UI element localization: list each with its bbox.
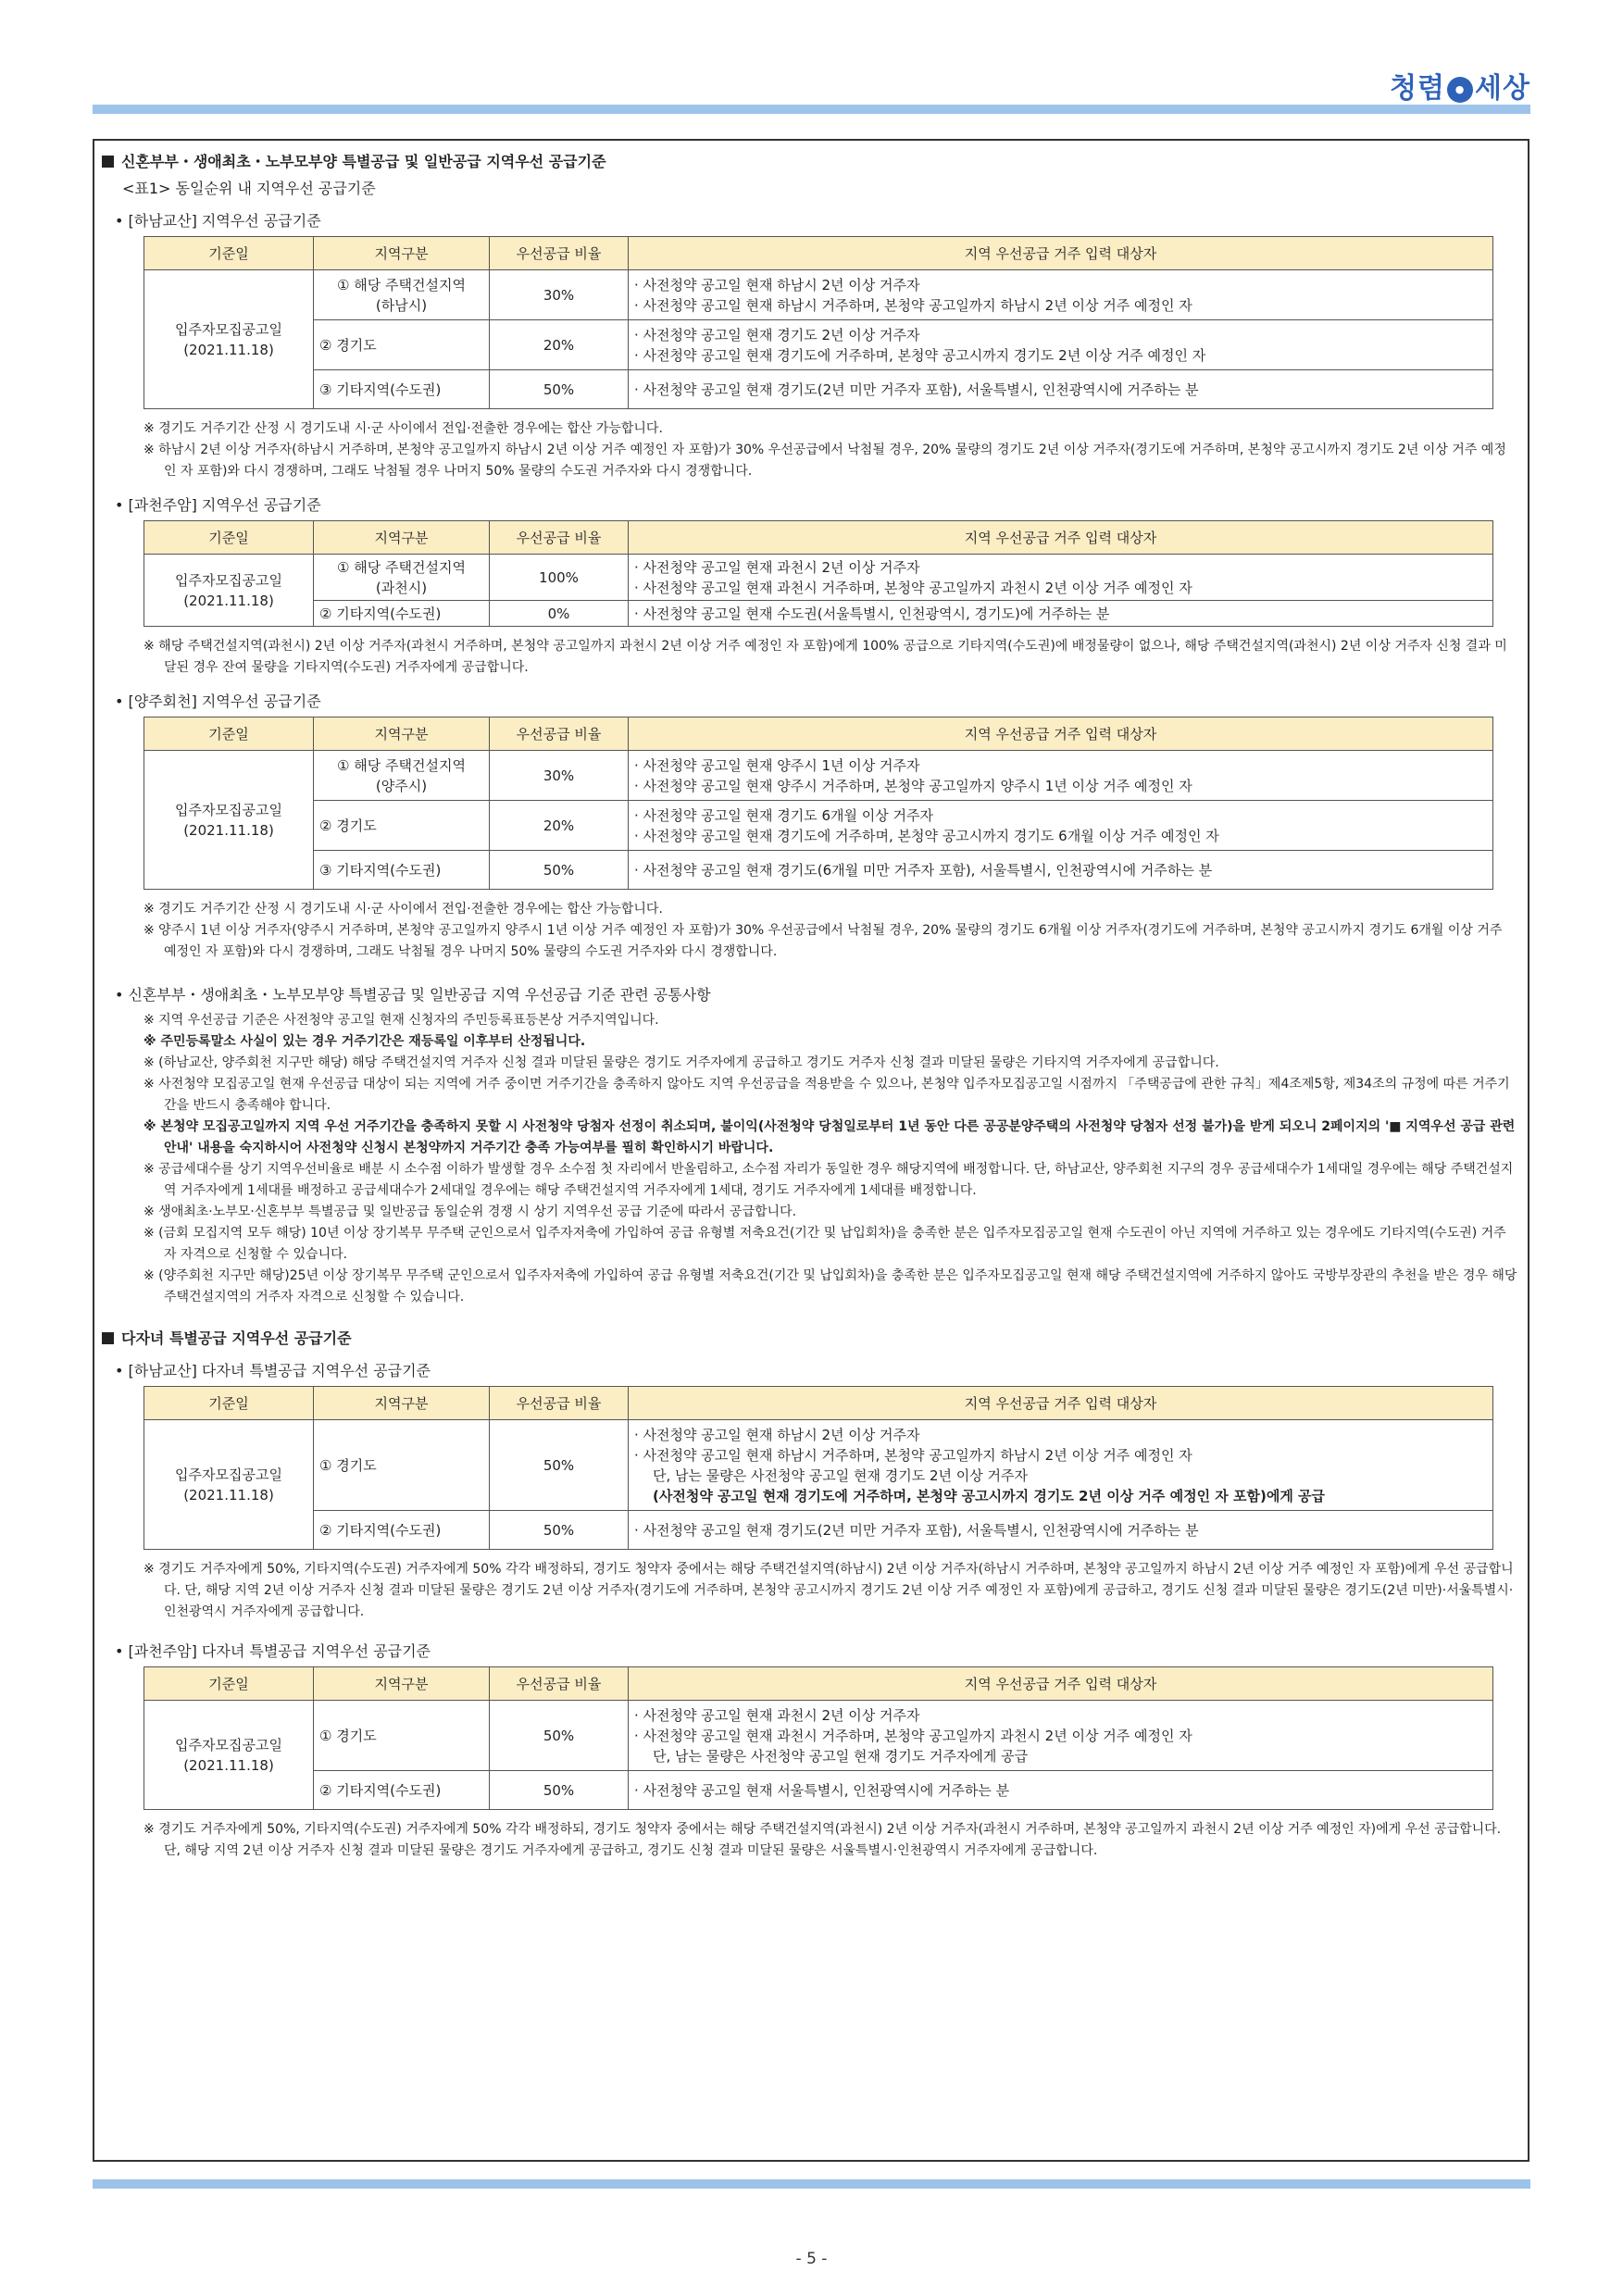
note: ※ 해당 주택건설지역(과천시) 2년 이상 거주자(과천시 거주하며, 본청약 공고일까지 과천시 2년 이상 거주 예정인 자 포함)에게 100% 공급으로 기타지역(수도권)에 배정물량이 없으나, 해당 주택건설지역(과천시) 2년 이상 거주자 신청 결과 미달된 경우 잔여 물량을 기타지역(수도권) 거주자에게 공급합니다. — [144, 639, 1507, 675]
target-cell: · 사전청약 공고일 현재 과천시 2년 이상 거주자 · 사전청약 공고일 현재 과천시 거주하며, 본청약 공고일까지 과천시 2년 이상 거주 예정인 자 단, 남는 물량은 사전청약 공고일 현재 경기도 거주자에게 공급 — [629, 1701, 1493, 1771]
note: ※ (하남교산, 양주회천 지구만 해당) 해당 주택건설지역 거주자 신청 결과 미달된 물량은 경기도 거주자에게 공급하고 경기도 거주자 신청 결과 미달된 물량은 기타지역 거주자에게 공급합니다. — [144, 1055, 1219, 1070]
header-bar — [93, 105, 1530, 114]
header-cell: 기준일 — [144, 1387, 314, 1420]
target-cell: · 사전청약 공고일 현재 수도권(서울특별시, 인천광역시, 경기도)에 거주하는 분 — [629, 601, 1493, 627]
region-cell: ② 기타지역(수도권) — [314, 601, 490, 627]
header-cell: 기준일 — [144, 237, 314, 270]
logo-emblem-icon: ● — [1447, 77, 1473, 103]
ratio-cell: 20% — [490, 801, 629, 851]
note: ※ 주민등록말소 사실이 있는 경우 거주기간은 재등록일 이후부터 산정됩니다. — [144, 1034, 586, 1049]
header-cell: 기준일 — [144, 521, 314, 555]
header-cell: 기준일 — [144, 1667, 314, 1701]
note: ※ 본청약 모집공고일까지 지역 우선 거주기간을 충족하지 못할 시 사전청약 당첨자 선정이 취소되며, 불이익(사전청약 당첨일로부터 1년 동안 다른 공공분양주택의 사전청약 당첨자 선정 불가)을 받게 되오니 2페이지의 '■ 지역우선 공급 관련 안내' 내용을 숙지하시어 사전청약 신청시 본청약까지 거주기간 충족 가능여부를 필히 확인하시기 바랍니다. — [144, 1119, 1516, 1155]
target-cell: · 사전청약 공고일 현재 경기도 2년 이상 거주자 · 사전청약 공고일 현재 경기도에 거주하며, 본청약 공고시까지 경기도 2년 이상 거주 예정인 자 — [629, 320, 1493, 370]
region-priority-table — [144, 717, 1493, 890]
region-cell: ② 경기도 — [314, 801, 490, 851]
target-cell: · 사전청약 공고일 현재 과천시 2년 이상 거주자 · 사전청약 공고일 현재 과천시 거주하며, 본청약 공고일까지 과천시 2년 이상 거주 예정인 자 — [629, 555, 1493, 601]
logo: 청렴 ● 세상 — [1390, 72, 1530, 105]
region-cell: ① 해당 주택건설지역 (과천시) — [314, 555, 490, 601]
header-cell: 우선공급 비율 — [490, 1387, 629, 1420]
region-cell: ② 기타지역(수도권) — [314, 1771, 490, 1810]
region-priority-table — [144, 236, 1493, 409]
note: ※ 경기도 거주자에게 50%, 기타지역(수도권) 거주자에게 50% 각각 배정하되, 경기도 청약자 중에서는 해당 주택건설지역(과천시) 2년 이상 거주자(과천시 거주하며, 본청약 공고일까지 과천시 2년 이상 거주 예정인 자)에게 우선 공급합니다. 단, 해당 지역 2년 이상 거주자 신청 결과 미달된 물량은 경기도 거주자에게 공급하고, 경기도 신청 결과 미달된 물량은 서울특별시·인천광역시 거주자에게 공급합니다. — [144, 1822, 1502, 1858]
note: ※ 양주시 1년 이상 거주자(양주시 거주하며, 본청약 공고일까지 양주시 1년 이상 거주 예정인 자 포함)가 30% 우선공급에서 낙첨될 경우, 20% 물량의 경기도 6개월 이상 거주자(경기도에 거주하며, 본청약 공고시까지 경기도 6개월 이상 거주 예정인 자 포함)와 다시 경쟁하며, 그래도 낙첨될 경우 나머지 50% 물량의 수도권 거주자와 다시 경쟁합니다. — [144, 923, 1503, 959]
ratio-cell: 30% — [490, 270, 629, 320]
note: ※ 공급세대수를 상기 지역우선비율로 배분 시 소수점 이하가 발생할 경우 소수점 첫 자리에서 반올림하고, 소수점 자리가 동일한 경우 해당지역에 배정합니다. 단, 하남교산, 양주회천 지구의 경우 공급세대수가 1세대일 경우에는 해당 주택건설지역 거주자에게 1세대를 배정하고 공급세대수가 2세대일 경우에는 해당 주택건설지역 거주자에게 1세대, 경기도 거주자에게 1세대를 배정합니다. — [144, 1162, 1514, 1198]
subsection-title: • [과천주암] 다자녀 특별공급 지역우선 공급기준 — [115, 1642, 431, 1660]
ratio-cell: 50% — [490, 1511, 629, 1550]
table-caption: <표1> 동일순위 내 지역우선 공급기준 — [122, 180, 376, 197]
target-cell: · 사전청약 공고일 현재 양주시 1년 이상 거주자 · 사전청약 공고일 현재 양주시 거주하며, 본청약 공고일까지 양주시 1년 이상 거주 예정인 자 — [629, 751, 1493, 801]
subsection-title: • [하남교산] 지역우선 공급기준 — [115, 212, 321, 230]
header-cell: 지역구분 — [314, 1667, 490, 1701]
ratio-cell: 30% — [490, 751, 629, 801]
note: ※ (금회 모집지역 모두 해당) 10년 이상 장기복무 무주택 군인으로서 입주자저축에 가입하여 공급 유형별 저축요건(기간 및 납입회차)을 충족한 분은 입주자모집공고일 현재 수도권이 아닌 지역에 거주하고 있는 경우에도 기타지역(수도권) 거주자 자격으로 신청할 수 있습니다. — [144, 1226, 1506, 1262]
region-cell: ① 해당 주택건설지역 (하남시) — [314, 270, 490, 320]
ratio-cell: 50% — [490, 1420, 629, 1511]
footer-bar — [93, 2179, 1530, 2189]
header-cell: 지역 우선공급 거주 입력 대상자 — [629, 521, 1493, 555]
date-cell: 입주자모집공고일 (2021.11.18) — [144, 270, 314, 409]
region-priority-table — [144, 520, 1493, 627]
section-title: 다자녀 특별공급 지역우선 공급기준 — [102, 1327, 1518, 1348]
target-cell: · 사전청약 공고일 현재 경기도(2년 미만 거주자 포함), 서울특별시, 인천광역시에 거주하는 분 — [629, 1511, 1493, 1550]
header-cell: 우선공급 비율 — [490, 521, 629, 555]
target-cell: · 사전청약 공고일 현재 하남시 2년 이상 거주자 · 사전청약 공고일 현재 하남시 거주하며, 본청약 공고일까지 하남시 2년 이상 거주 예정인 자 — [629, 270, 1493, 320]
note: ※ 생애최초·노부모·신혼부부 특별공급 및 일반공급 동일순위 경쟁 시 상기 지역우선 공급 기준에 따라서 공급합니다. — [144, 1204, 797, 1219]
header-cell: 우선공급 비율 — [490, 718, 629, 751]
page-number: - 5 - — [795, 2250, 828, 2268]
date-cell: 입주자모집공고일 (2021.11.18) — [144, 1420, 314, 1550]
target-cell: · 사전청약 공고일 현재 경기도 6개월 이상 거주자 · 사전청약 공고일 현재 경기도에 거주하며, 본청약 공고시까지 경기도 6개월 이상 거주 예정인 자 — [629, 801, 1493, 851]
note: ※ 지역 우선공급 기준은 사전청약 공고일 현재 신청자의 주민등록표등본상 거주지역입니다. — [144, 1013, 659, 1028]
header-cell: 지역구분 — [314, 1387, 490, 1420]
multi-child-priority-table — [144, 1666, 1493, 1810]
header-cell: 지역 우선공급 거주 입력 대상자 — [629, 237, 1493, 270]
region-cell: ② 경기도 — [314, 320, 490, 370]
subsection-title: • [양주회천] 지역우선 공급기준 — [115, 693, 321, 710]
multi-child-priority-table — [144, 1386, 1493, 1550]
region-cell: ② 기타지역(수도권) — [314, 1511, 490, 1550]
content-frame — [93, 139, 1529, 2162]
region-cell: ① 해당 주택건설지역 (양주시) — [314, 751, 490, 801]
note: ※ 경기도 거주자에게 50%, 기타지역(수도권) 거주자에게 50% 각각 배정하되, 경기도 청약자 중에서는 해당 주택건설지역(하남시) 2년 이상 거주자(하남시 거주하며, 본청약 공고일까지 하남시 2년 이상 거주 예정인 자 포함)에게 우선 공급합니다. 단, 해당 지역 2년 이상 거주자 신청 결과 미달된 물량은 경기도 2년 이상 거주자(경기도에 거주하며, 본청약 공고시까지 경기도 2년 이상 거주 예정인 자 포함)에게 공급하고, 경기도 신청 결과 미달된 물량은 경기도(2년 미만)·서울특별시·인천광역시 거주자에게 공급합니다. — [144, 1562, 1514, 1619]
header-cell: 지역구분 — [314, 718, 490, 751]
square-bullet-icon — [102, 156, 114, 168]
ratio-cell: 20% — [490, 320, 629, 370]
note: ※ (양주회천 지구만 해당)25년 이상 장기복무 무주택 군인으로서 입주자저축에 가입하여 공급 유형별 저축요건(기간 및 납입회차)을 충족한 분은 입주자모집공고일 현재 해당 주택건설지역에 거주하지 않아도 국방부장관의 추천을 받은 경우 해당 주택건설지역의 거주자 자격으로 신청할 수 있습니다. — [144, 1268, 1517, 1304]
ratio-cell: 50% — [490, 370, 629, 409]
header-cell: 기준일 — [144, 718, 314, 751]
subsection-title: • 신혼부부・생애최초・노부모부양 특별공급 및 일반공급 지역 우선공급 기준 관련 공통사항 — [115, 986, 711, 1004]
header-cell: 지역구분 — [314, 521, 490, 555]
date-cell: 입주자모집공고일 (2021.11.18) — [144, 555, 314, 627]
header-cell: 지역 우선공급 거주 입력 대상자 — [629, 718, 1493, 751]
note: ※ 경기도 거주기간 산정 시 경기도내 시·군 사이에서 전입·전출한 경우에는 합산 가능합니다. — [144, 902, 663, 917]
header-cell: 지역구분 — [314, 237, 490, 270]
region-cell: ③ 기타지역(수도권) — [314, 851, 490, 890]
region-cell: ① 경기도 — [314, 1420, 490, 1511]
square-bullet-icon — [102, 1332, 114, 1344]
note: ※ 사전청약 모집공고일 현재 우선공급 대상이 되는 지역에 거주 중이면 거주기간을 충족하지 않아도 지역 우선공급을 적용받을 수 있으나, 본청약 입주자모집공고일 시점까지 「주택공급에 관한 규칙」제4조제5항, 제34조의 규정에 따른 거주기간을 반드시 충족해야 합니다. — [144, 1077, 1510, 1113]
target-cell: · 사전청약 공고일 현재 서울특별시, 인천광역시에 거주하는 분 — [629, 1771, 1493, 1810]
date-cell: 입주자모집공고일 (2021.11.18) — [144, 1701, 314, 1810]
region-cell: ③ 기타지역(수도권) — [314, 370, 490, 409]
header-cell: 지역 우선공급 거주 입력 대상자 — [629, 1387, 1493, 1420]
header-cell: 지역 우선공급 거주 입력 대상자 — [629, 1667, 1493, 1701]
target-cell: · 사전청약 공고일 현재 경기도(6개월 미만 거주자 포함), 서울특별시, 인천광역시에 거주하는 분 — [629, 851, 1493, 890]
subsection-title: • [하남교산] 다자녀 특별공급 지역우선 공급기준 — [115, 1362, 431, 1379]
target-cell: · 사전청약 공고일 현재 경기도(2년 미만 거주자 포함), 서울특별시, 인천광역시에 거주하는 분 — [629, 370, 1493, 409]
ratio-cell: 100% — [490, 555, 629, 601]
date-cell: 입주자모집공고일 (2021.11.18) — [144, 751, 314, 890]
target-cell: · 사전청약 공고일 현재 하남시 2년 이상 거주자 · 사전청약 공고일 현재 하남시 거주하며, 본청약 공고일까지 하남시 2년 이상 거주 예정인 자 단, 남는 물량은 사전청약 공고일 현재 경기도 2년 이상 거주자 (사전청약 공고일 현재 경기도에 거주하며, 본청약 공고시까지 경기도 2년 이상 거주 예정인 자 포함)에게 공급 — [629, 1420, 1493, 1511]
ratio-cell: 50% — [490, 1701, 629, 1771]
note: ※ 경기도 거주기간 산정 시 경기도내 시·군 사이에서 전입·전출한 경우에는 합산 가능합니다. — [144, 421, 663, 436]
ratio-cell: 50% — [490, 1771, 629, 1810]
header-cell: 우선공급 비율 — [490, 1667, 629, 1701]
header-cell: 우선공급 비율 — [490, 237, 629, 270]
region-cell: ① 경기도 — [314, 1701, 490, 1771]
section-title: 신혼부부・생애최초・노부모부양 특별공급 및 일반공급 지역우선 공급기준 — [102, 150, 1518, 171]
ratio-cell: 50% — [490, 851, 629, 890]
subsection-title: • [과천주암] 지역우선 공급기준 — [115, 496, 321, 514]
note: ※ 하남시 2년 이상 거주자(하남시 거주하며, 본청약 공고일까지 하남시 2년 이상 거주 예정인 자 포함)가 30% 우선공급에서 낙첨될 경우, 20% 물량의 경기도 2년 이상 거주자(경기도에 거주하며, 본청약 공고시까지 경기도 2년 이상 거주 예정인 자 포함)와 다시 경쟁하며, 그래도 낙첨될 경우 나머지 50% 물량의 수도권 거주자와 다시 경쟁합니다. — [144, 443, 1506, 479]
ratio-cell: 0% — [490, 601, 629, 627]
